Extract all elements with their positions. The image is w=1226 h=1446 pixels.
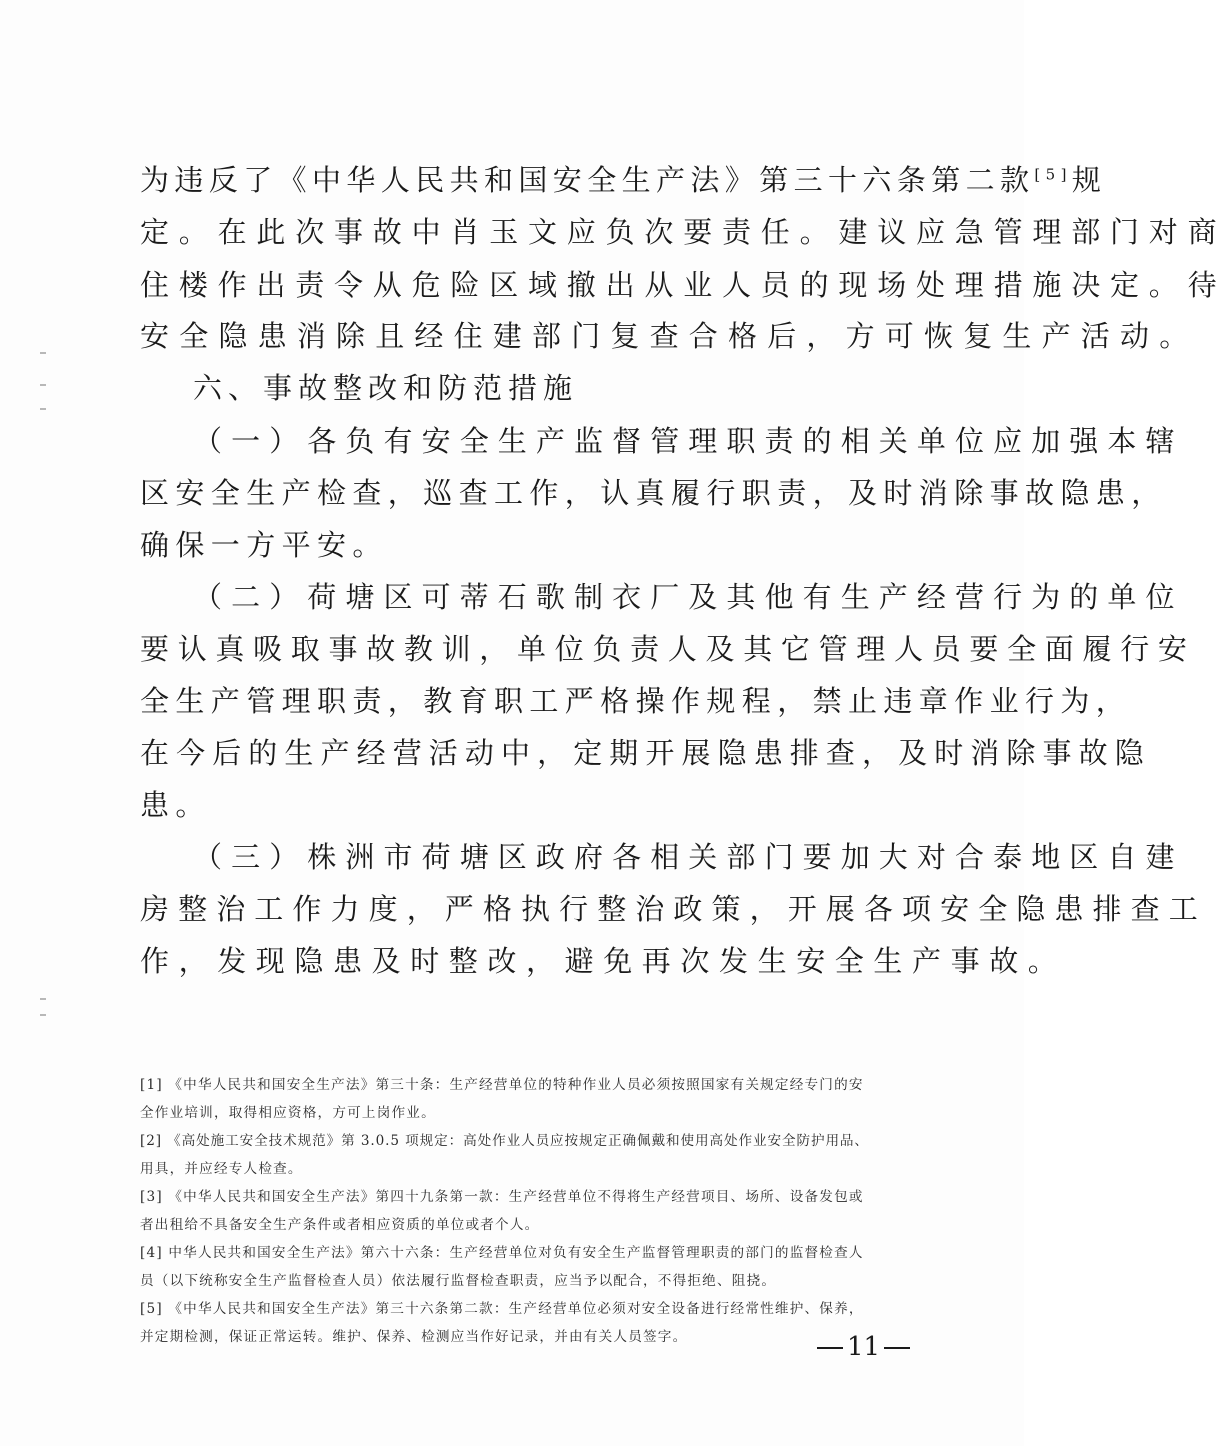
item2-line2: 要认真吸取事故教训，单位负责人及其它管理人员要全面履行安: [140, 632, 1196, 666]
para1-line2: 定。在此次事故中肖玉文应负次要责任。建议应急管理部门对商: [140, 215, 1226, 249]
para1-line1-end: 规: [1071, 163, 1107, 197]
page-number-value: 11: [847, 1332, 881, 1362]
para1-line1: [140, 160, 1107, 200]
item2-line5: 患。: [140, 788, 211, 822]
footnote-1-line1: [1] 《中华人民共和国安全生产法》第三十条：生产经营单位的特种作业人员必须按照国家有关规定经专门的安: [140, 1077, 864, 1093]
page-number-dash-left: [817, 1347, 843, 1349]
item1-line1: （一）各负有安全生产监督管理职责的相关单位应加强本辖: [193, 424, 1184, 458]
footnote-3-line2: 者出租给不具备安全生产条件或者相应资质的单位或者个人。: [140, 1217, 540, 1233]
margin-mark: [40, 1014, 46, 1016]
footnote-5-line2: 并定期检测，保证正常运转。维护、保养、检测应当作好记录，并由有关人员签字。: [140, 1329, 688, 1345]
item3-line2: 房整治工作力度，严格执行整治政策，开展各项安全隐患排查工: [140, 892, 1207, 926]
item2-line4: 在今后的生产经营活动中，定期开展隐患排查，及时消除事故隐: [140, 736, 1151, 770]
para1-line4: 安全隐患消除且经住建部门复查合格后，方可恢复生产活动。: [140, 319, 1199, 353]
margin-mark: [40, 998, 46, 1000]
item3-line3: 作，发现隐患及时整改，避免再次发生安全生产事故。: [140, 944, 1067, 978]
footnote-2-line1: [2] 《高处施工安全技术规范》第 3.0.5 项规定：高处作业人员应按规定正确佩戴和使用高处作业安全防护用品、: [140, 1133, 869, 1149]
item3-line1: （三）株洲市荷塘区政府各相关部门要加大对合泰地区自建: [193, 840, 1184, 874]
page-number-dash-right: [884, 1347, 910, 1349]
footnote-4-line2: 员（以下统称安全生产监督检查人员）依法履行监督检查职责，应当予以配合，不得拒绝、阻挠。: [140, 1273, 777, 1289]
item1-line3: 确保一方平安。: [140, 528, 388, 562]
page-number: [813, 1332, 914, 1362]
item2-line3: 全生产管理职责，教育职工严格操作规程，禁止违章作业行为，: [140, 684, 1132, 718]
footnote-1-line2: 全作业培训，取得相应资格，方可上岗作业。: [140, 1105, 436, 1121]
margin-mark: [40, 408, 46, 410]
para1-line3: 住楼作出责令从危险区域撤出从业人员的现场处理措施决定。待: [140, 268, 1226, 302]
section-heading: 六、事故整改和防范措施: [193, 371, 579, 405]
margin-mark: [40, 352, 46, 354]
para1-line1-text: 为违反了《中华人民共和国安全生产法》第三十六条第二款: [140, 163, 1035, 197]
footnote-4-line1: [4] 中华人民共和国安全生产法》第六十六条：生产经营单位对负有安全生产监督管理职责的部门的监督检查人: [140, 1245, 864, 1261]
item2-line1: （二）荷塘区可蒂石歌制衣厂及其他有生产经营行为的单位: [193, 580, 1184, 614]
footnote-5-line1: [5] 《中华人民共和国安全生产法》第三十六条第二款：生产经营单位必须对安全设备进行经常性维护、保养，: [140, 1301, 864, 1317]
footnote-2-line2: 用具，并应经专人检查。: [140, 1161, 303, 1177]
margin-mark: [40, 384, 46, 386]
item1-line2: 区安全生产检查，巡查工作，认真履行职责，及时消除事故隐患，: [140, 476, 1167, 510]
footnote-3-line1: [3] 《中华人民共和国安全生产法》第四十九条第一款：生产经营单位不得将生产经营项目、场所、设备发包或: [140, 1189, 864, 1205]
footnote-ref-5[interactable]: [5]: [1034, 165, 1072, 184]
